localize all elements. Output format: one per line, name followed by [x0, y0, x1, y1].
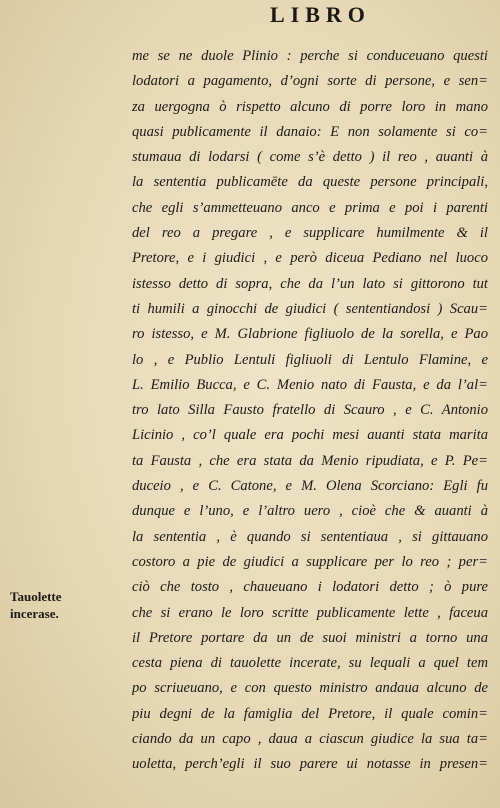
- text-line: che si erano le loro scritte publicamente lette , faceua: [132, 604, 488, 621]
- text-line: ciò che tosto , chaueuano i lodatori detto ; ò pure: [132, 579, 488, 596]
- text-line: ta Fausta , che era stata da Menio ripudiata, e P. Pe=: [132, 452, 488, 469]
- text-line: lo , e Publio Lentuli figliuoli di Lentulo Flamine, e: [132, 351, 488, 368]
- text-line: stumaua di lodarsi ( come s’è detto ) il reo , auanti à: [132, 149, 488, 166]
- text-line: me se ne duole Plinio : perche si conduceuano questi: [132, 48, 488, 64]
- text-line: Licinio , co’l quale era pochi mesi auanti stata marita: [132, 427, 488, 444]
- body-text: [132, 44, 488, 778]
- text-line: ciando da un capo , daua a ciascun giudice la sua ta=: [132, 731, 488, 748]
- text-line: cesta piena di tauolette incerate, su lequali a quel tem: [132, 655, 488, 672]
- text-line: lodatori a pagamento, d’ogni sorte di persone, e sen=: [132, 73, 488, 90]
- text-line: del reo a pregare , e supplicare humilmente & il: [132, 225, 488, 242]
- margin-note-line: incerase.: [10, 606, 59, 621]
- text-line: istesso detto di sopra, che da l’un lato si gittorono tut: [132, 275, 488, 292]
- text-line: uoletta, perch’egli il suo parere ui notasse in presen=: [132, 756, 488, 773]
- text-line: piu degni de la famiglia del Pretore, il quale comin=: [132, 705, 488, 722]
- text-line: za uergogna ò rispetto alcuno di porre loro in mano: [132, 98, 488, 115]
- text-line: il Pretore portare da un de suoi ministri a torno una: [132, 629, 488, 646]
- text-line: quasi publicamente il danaio: E non solamente si co=: [132, 123, 488, 140]
- text-line: ro istesso, e M. Glabrione figliuolo de la sorella, e Pao: [132, 326, 488, 343]
- text-line: costoro a pie de giudici a supplicare per lo reo ; per=: [132, 553, 488, 570]
- text-line: dunque e l’uno, e l’altro uero , cioè che & auanti à: [132, 503, 488, 520]
- text-line: la sententia , è quando si sententiaua , si gittauano: [132, 528, 488, 545]
- text-line: tro lato Silla Fausto fratello di Scauro , e C. Antonio: [132, 402, 488, 419]
- text-line: po scriueuano, e con questo ministro andaua alcuno de: [132, 680, 488, 697]
- text-line: duceio , e C. Catone, e M. Olena Scorciano: Egli fu: [132, 478, 488, 495]
- text-line: la sententia publicamēte da queste persone principali,: [132, 174, 488, 191]
- text-line: Pretore, e i giudici , e però diceua Pediano nel luoco: [132, 250, 488, 267]
- margin-note-line: Tauolette: [10, 589, 62, 604]
- margin-note: [10, 588, 100, 622]
- running-head: LIBRO: [270, 2, 371, 27]
- text-line: che egli s’ammetteuano anco e prima e poi i parenti: [132, 199, 488, 216]
- text-line: ti humili a ginocchi de giudici ( sententiandosi ) Scau=: [132, 300, 488, 317]
- text-line: L. Emilio Bucca, e C. Menio nato di Fausta, e da l’al=: [132, 376, 488, 393]
